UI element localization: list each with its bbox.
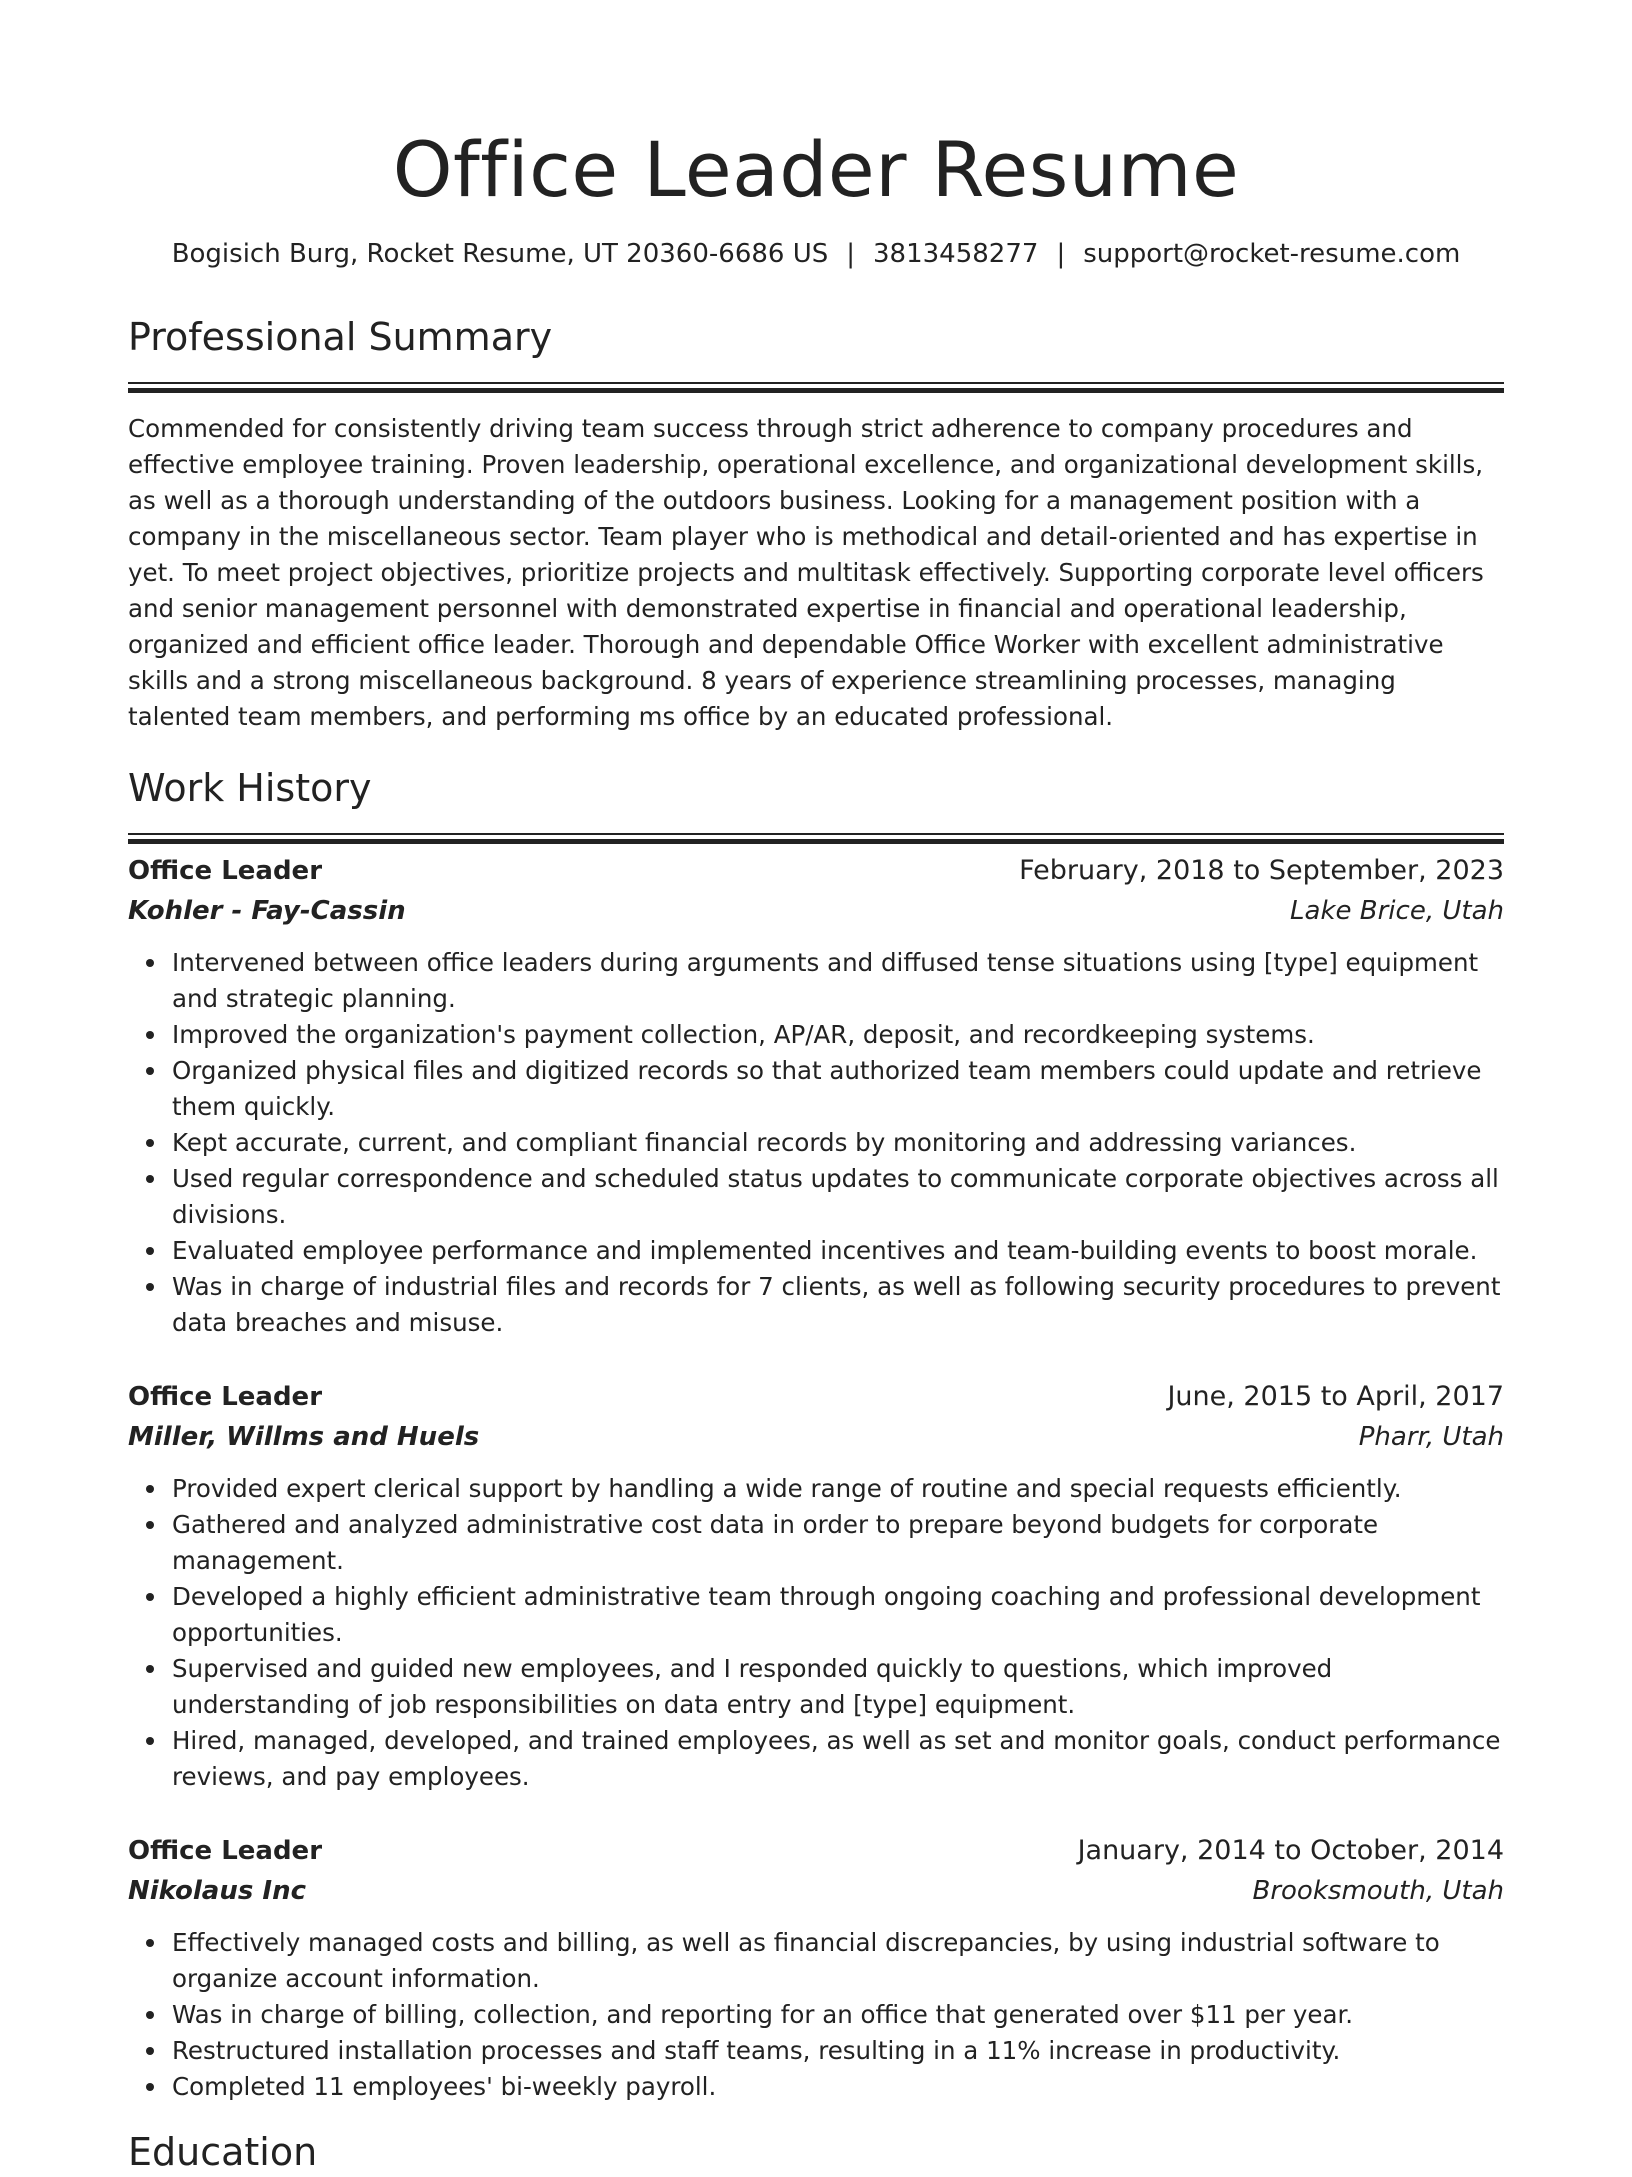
section-divider [128,382,1504,384]
job-bullets [128,1471,1504,1795]
job-title: Office Leader [128,1382,323,1412]
job-header-row [128,1377,1504,1417]
job-header-row [128,851,1504,891]
section-heading-work-history: Work History [128,766,372,810]
section-heading-summary: Professional Summary [128,315,553,359]
section-divider [128,833,1504,835]
work-history-section [128,763,1504,2105]
job-company-row [128,1871,1504,1911]
job-title: Office Leader [128,1836,323,1866]
job-bullet: Was in charge of industrial files and records for 7 clients, as well as following security procedures to prevent data breaches and misuse. [172,1269,1504,1341]
job-location: Lake Brice, Utah [1290,896,1504,926]
job-bullet: Provided expert clerical support by handling a wide range of routine and special requests efficiently. [172,1471,1504,1507]
job-bullet: Hired, managed, developed, and trained employees, as well as set and monitor goals, conduct performance reviews, and pay employees. [172,1723,1504,1795]
contact-separator: | [846,239,856,269]
job-bullet: Gathered and analyzed administrative cost data in order to prepare beyond budgets for corporate management. [172,1507,1504,1579]
job-bullet: Developed a highly efficient administrative team through ongoing coaching and professional development opportunities. [172,1579,1504,1651]
job-bullets [128,1925,1504,2105]
section-heading-education: Education [128,2130,318,2174]
job-dates: February, 2018 to September, 2023 [1019,855,1504,886]
contact-address: Bogisich Burg, Rocket Resume, UT 20360-6686 US [171,239,829,269]
job-bullet: Effectively managed costs and billing, as well as financial discrepancies, by using industrial software to organize account information. [172,1925,1504,1997]
job-entry [128,1377,1504,1795]
job-entry [128,1831,1504,2105]
job-bullet: Was in charge of billing, collection, and reporting for an office that generated over $11 per year. [172,1997,1504,2033]
job-header-row [128,1831,1504,1871]
job-dates: June, 2015 to April, 2017 [1167,1381,1504,1412]
job-bullet: Completed 11 employees' bi-weekly payroll. [172,2069,1504,2105]
job-bullet: Restructured installation processes and staff teams, resulting in a 11% increase in productivity. [172,2033,1504,2069]
contact-separator: | [1056,239,1066,269]
job-location: Pharr, Utah [1358,1422,1504,1452]
job-company-row [128,891,1504,931]
contact-line [128,236,1504,272]
summary-text: Commended for consistently driving team success through strict adherence to company procedures and effective employee training. Proven leadership, operational excellence, and organizational development skills, as well as a thorough understanding of the outdoors business. Looking for a management position with a company in the miscellaneous sector. Team player who is methodical and detail-oriented and has expertise in yet. To meet project objectives, prioritize projects and multitask effectively. Supporting corporate level officers and senior management personnel with demonstrated expertise in financial and operational leadership, organized and efficient office leader. Thorough and dependable Office Worker with excellent administrative skills and a strong miscellaneous background. 8 years of experience streamlining processes, managing talented team members, and performing ms office by an educated professional. [128,414,1484,731]
job-title: Office Leader [128,856,323,886]
education-section [128,2127,1504,2177]
job-company-row [128,1417,1504,1457]
job-bullet: Kept accurate, current, and compliant financial records by monitoring and addressing variances. [172,1125,1504,1161]
job-bullet: Organized physical files and digitized records so that authorized team members could update and retrieve them quickly. [172,1053,1504,1125]
job-company: Kohler - Fay-Cassin [128,896,406,926]
contact-phone: 3813458277 [873,239,1039,269]
job-company: Nikolaus Inc [128,1876,306,1906]
job-bullet: Improved the organization's payment collection, AP/AR, deposit, and recordkeeping systems. [172,1017,1504,1053]
job-bullet: Used regular correspondence and scheduled status updates to communicate corporate objectives across all divisions. [172,1161,1504,1233]
job-bullet: Supervised and guided new employees, and I responded quickly to questions, which improved understanding of job responsibilities on data entry and [type] equipment. [172,1651,1504,1723]
job-entry [128,851,1504,1341]
job-location: Brooksmouth, Utah [1252,1876,1504,1906]
job-bullets [128,945,1504,1341]
resume-title: Office Leader Resume [392,125,1240,214]
contact-email: support@rocket-resume.com [1083,239,1461,269]
job-dates: January, 2014 to October, 2014 [1077,1835,1504,1866]
job-bullet: Evaluated employee performance and implemented incentives and team-building events to boost morale. [172,1233,1504,1269]
job-bullet: Intervened between office leaders during arguments and diffused tense situations using [type] equipment and strategic planning. [172,945,1504,1017]
job-company: Miller, Willms and Huels [128,1422,480,1452]
professional-summary-section [128,312,1504,735]
